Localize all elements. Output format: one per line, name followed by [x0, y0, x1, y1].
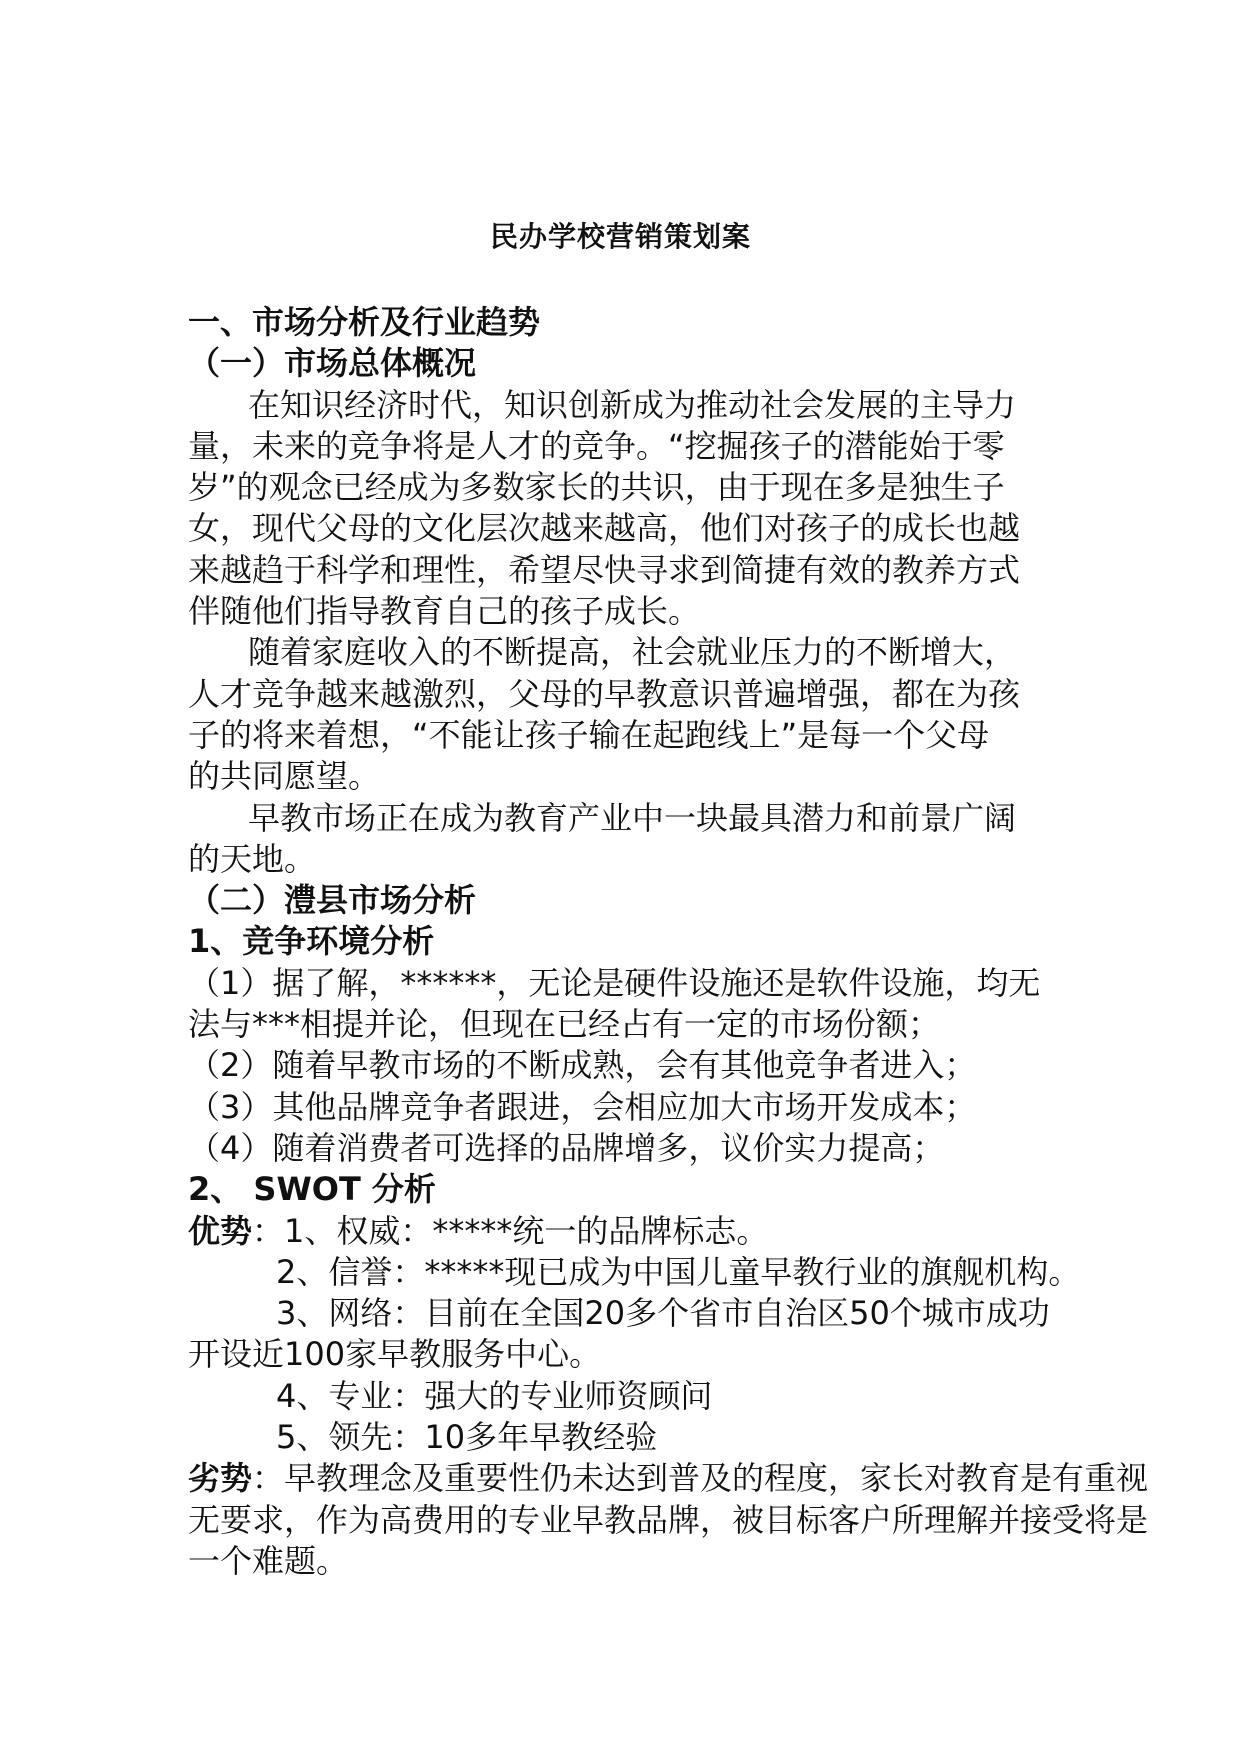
list-item: （3）其他品牌竞争者跟进，会相应加大市场开发成本；: [188, 1087, 977, 1126]
strengths-block: [188, 1211, 1081, 1459]
weaknesses-block: [188, 1458, 1149, 1582]
text-line: 的天地。: [188, 839, 317, 878]
weakness-line: 一个难题。: [188, 1541, 349, 1580]
list-item: （1）据了解，******，无论是硬件设施还是软件设施，均无: [188, 963, 1041, 1002]
text-line: 在知识经济时代，知识创新成为推动社会发展的主导力: [248, 385, 1017, 424]
document-title: 民办学校营销策划案: [489, 220, 751, 253]
text-line: 的共同愿望。: [188, 757, 381, 796]
section-heading-1: 一、市场分析及行业趋势: [188, 303, 541, 341]
strength-first-text: ：1、权威：*****统一的品牌标志。: [252, 1211, 769, 1250]
strength-item: 5、领先：10多年早教经验: [276, 1418, 658, 1457]
strength-first-line: [188, 1211, 1068, 1252]
list-item: 法与***相提并论，但现在已经占有一定的市场份额；: [188, 1005, 941, 1044]
strength-label: 优势: [188, 1211, 253, 1250]
weakness-first-line: [188, 1458, 1149, 1499]
text-line: 随着家庭收入的不断提高，社会就业压力的不断增大，: [248, 633, 1017, 672]
heading-competition: 1、竞争环境分析: [188, 922, 435, 961]
strength-item: 4、专业：强大的专业师资顾问: [276, 1376, 713, 1415]
paragraph-overview-3: [188, 798, 1068, 881]
weakness-label: 劣势: [188, 1459, 253, 1498]
paragraph-overview-2: [188, 632, 1068, 797]
document-body: [188, 302, 1149, 1582]
weakness-first-text: ：早教理念及重要性仍未达到普及的程度，家长对教育是有重视: [252, 1459, 1149, 1498]
text-line: 早教市场正在成为教育产业中一块最具潜力和前景广阔: [248, 798, 1017, 837]
paragraph-overview-1: [188, 385, 1068, 633]
text-line: 来越趋于科学和理性，希望尽快寻求到简捷有效的教养方式: [188, 550, 1021, 589]
list-item: （4）随着消费者可选择的品牌增多，议价实力提高；: [188, 1128, 945, 1167]
strength-item: 2、信誉：*****现已成为中国儿童早教行业的旗舰机构。: [276, 1252, 1081, 1291]
text-line: 伴随他们指导教育自己的孩子成长。: [188, 592, 701, 631]
strength-item: 3、网络：目前在全国20多个省市自治区50个城市成功: [276, 1294, 1050, 1333]
competition-list: [188, 963, 1068, 1169]
subsection-heading-market: （二）澧县市场分析: [188, 881, 477, 920]
heading-swot: 2、 SWOT 分析: [188, 1170, 436, 1209]
text-line: 量，未来的竞争将是人才的竞争。“挖掘孩子的潜能始于零: [188, 426, 1005, 465]
text-line: 子的将来着想，“不能让孩子输在起跑线上”是每一个父母: [188, 715, 990, 754]
text-line: 女，现代父母的文化层次越来越高，他们对孩子的成长也越: [188, 509, 1021, 548]
text-line: 人才竞争越来越激烈，父母的早教意识普遍增强，都在为孩: [188, 674, 1021, 713]
text-line: 岁”的观念已经成为多数家长的共识，由于现在多是独生子: [188, 468, 1005, 507]
strength-continuation: 开设近100家早教服务中心。: [188, 1335, 602, 1374]
subsection-heading-overview: （一）市场总体概况: [188, 344, 477, 383]
list-item: （2）随着早教市场的不断成熟，会有其他竞争者进入；: [188, 1046, 977, 1085]
weakness-line: 无要求，作为高费用的专业早教品牌，被目标客户所理解并接受将是: [188, 1500, 1149, 1539]
